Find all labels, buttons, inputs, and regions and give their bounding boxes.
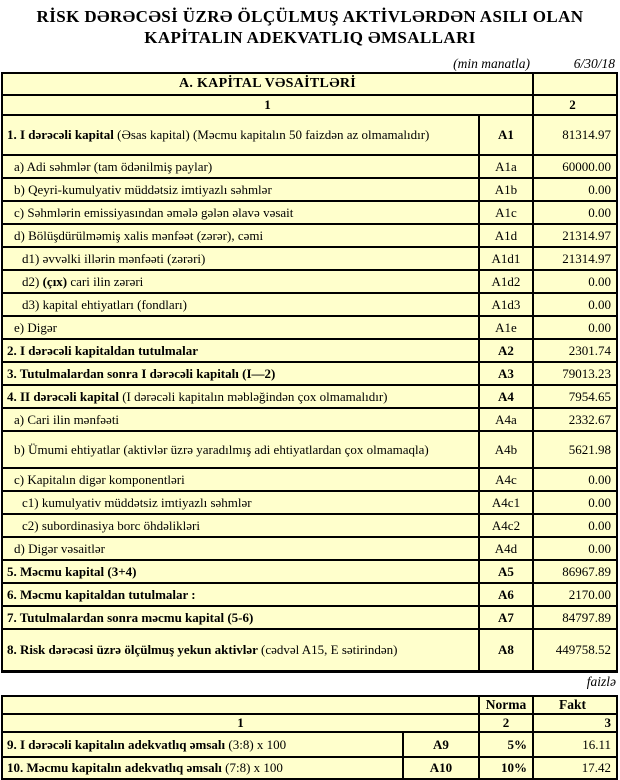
capital-table-row	[3, 432, 616, 469]
row-label-text	[7, 587, 196, 603]
section-header: A. KAPİTAL VƏSAİTLƏRİ	[3, 74, 534, 94]
page-title-line2: KAPİTALIN ADEKVATLIQ ƏMSALLARI	[144, 28, 476, 47]
row-norma-value: 5%	[480, 733, 534, 756]
row-label	[3, 386, 480, 407]
row-code: A9	[404, 733, 480, 756]
row-value: 0.00	[588, 319, 611, 335]
row-label-rest: (I dərəcəli kapitalın məbləğindən çox olmamalıdır)	[122, 388, 388, 404]
capital-table-row	[3, 469, 616, 492]
row-label-rest: (cədvəl A15, E sətirindən)	[260, 642, 398, 657]
capital-table-row	[3, 116, 616, 156]
row-label	[3, 607, 480, 628]
row-code: A8	[480, 630, 534, 670]
row-label	[3, 248, 480, 269]
report-date: 6/30/18	[573, 56, 615, 71]
row-value: 21314.97	[562, 227, 611, 243]
capital-table-row	[3, 492, 616, 515]
row-value: 0.00	[588, 181, 611, 197]
row-code: A3	[480, 363, 534, 384]
row-value: 0.00	[588, 540, 611, 556]
capital-table-row	[3, 225, 616, 248]
row-label-bold: 4. II dərəcəli kapital	[7, 388, 123, 404]
row-value: 0.00	[588, 517, 611, 533]
row-code: A7	[480, 607, 534, 628]
ratio-column-number-2: 2	[480, 715, 534, 731]
row-label-bold: 5. Məcmu kapital (3+4)	[7, 563, 137, 579]
row-label	[3, 733, 404, 756]
row-label-bold: 6. Məcmu kapitaldan tutulmalar :	[7, 586, 196, 602]
row-code: A10	[404, 758, 480, 778]
row-label-text	[7, 127, 429, 143]
percent-unit-note: faizlə	[586, 674, 616, 689]
row-code: A4	[480, 386, 534, 407]
row-value: 2301.74	[568, 342, 611, 358]
row-label	[3, 538, 480, 559]
section-header-empty-cell	[534, 74, 616, 94]
row-code: A1d2	[480, 271, 534, 292]
row-label-bold: 2. I dərəcəli kapitaldan tutulmalar	[7, 342, 199, 358]
row-label	[3, 156, 480, 177]
row-label-text	[14, 412, 119, 428]
row-label-rest: c1) kumulyativ müddətsiz imtiyazlı səhmlər	[22, 494, 252, 510]
row-fakt-value: 16.11	[582, 736, 611, 752]
capital-table-body	[3, 116, 616, 670]
capital-table-row	[3, 248, 616, 271]
capital-table-row	[3, 607, 616, 630]
row-label-text	[14, 541, 105, 557]
row-label-text	[22, 251, 205, 267]
row-code: A1a	[480, 156, 534, 177]
row-label	[3, 492, 480, 513]
ratio-table-body	[3, 733, 616, 778]
row-value: 0.00	[588, 204, 611, 220]
capital-column-number-1: 1	[3, 96, 534, 114]
row-code: A1c	[480, 202, 534, 223]
row-label-rest: d) Digər vəsaitlər	[14, 540, 105, 556]
capital-table	[1, 72, 618, 673]
row-value: 0.00	[588, 273, 611, 289]
row-label-bold: 7. Tutulmalardan sonra məcmu kapital (5-6)	[7, 609, 254, 625]
row-norma-value: 10%	[480, 758, 534, 778]
row-label-prefix: d2)	[22, 273, 43, 289]
row-label	[3, 294, 480, 315]
row-label	[3, 363, 480, 384]
row-code: A1e	[480, 317, 534, 338]
row-label-text	[22, 495, 252, 511]
row-label-bold: (çıx)	[42, 273, 68, 289]
row-label-bold: 3. Tutulmalardan sonra I dərəcəli kapitalı (I—2)	[7, 365, 276, 381]
ratio-table-row	[3, 733, 616, 758]
row-label	[3, 469, 480, 490]
capital-table-row	[3, 630, 616, 670]
capital-table-row	[3, 340, 616, 363]
capital-table-row	[3, 515, 616, 538]
row-value: 0.00	[588, 494, 611, 510]
row-value: 2332.67	[568, 411, 611, 427]
ratio-header-empty-cell	[3, 697, 480, 713]
capital-table-row	[3, 584, 616, 607]
row-label-rest: (Əsas kapital) (Məcmu kapitalın 50 faizdən az olmamalıdır)	[117, 127, 430, 142]
row-code: A1b	[480, 179, 534, 200]
row-code: A1	[480, 116, 534, 154]
row-value: 5621.98	[568, 441, 611, 457]
row-label	[3, 271, 480, 292]
ratio-column-number-3: 3	[604, 715, 611, 730]
row-label	[3, 758, 404, 778]
capital-table-row	[3, 294, 616, 317]
capital-table-row	[3, 561, 616, 584]
row-label-text	[7, 389, 388, 405]
row-label-bold: 1. I dərəcəli kapital	[7, 127, 118, 142]
row-value: 86967.89	[562, 563, 611, 579]
row-value: 81314.97	[562, 127, 611, 142]
row-label-rest: a) Adi səhmlər (tam ödənilmiş paylar)	[14, 158, 213, 174]
row-label-rest: b) Ümumi ehtiyatlar (aktivlər üzrə yaradılmış adi ehtiyatlardan çox olmamaqla)	[14, 441, 429, 457]
row-label-text	[7, 760, 283, 776]
row-label	[3, 340, 480, 361]
row-value: 449758.52	[555, 642, 611, 657]
row-code: A4c1	[480, 492, 534, 513]
ratio-column-number-row	[3, 715, 616, 733]
row-code: A5	[480, 561, 534, 582]
row-label-text	[22, 297, 187, 313]
row-label	[3, 561, 480, 582]
page-title	[0, 0, 620, 48]
row-code: A4a	[480, 409, 534, 430]
row-code: A4d	[480, 538, 534, 559]
row-label-rest: cari ilin zərəri	[67, 273, 144, 289]
row-label-rest: (3:8) x 100	[228, 736, 287, 752]
capital-table-row	[3, 179, 616, 202]
row-label-rest: a) Cari ilin mənfəəti	[14, 411, 120, 427]
row-label-text	[14, 320, 57, 336]
row-label	[3, 515, 480, 536]
row-label-text	[14, 228, 263, 244]
capital-table-row	[3, 271, 616, 294]
row-code: A2	[480, 340, 534, 361]
row-label-bold: 9. I dərəcəli kapitalın adekvatlıq əmsalı	[7, 736, 229, 752]
row-value: 21314.97	[562, 250, 611, 266]
capital-table-row	[3, 386, 616, 409]
row-label	[3, 179, 480, 200]
row-value: 84797.89	[562, 609, 611, 625]
row-label-text	[7, 737, 286, 753]
row-fakt-value: 17.42	[581, 760, 611, 775]
row-label-text	[14, 442, 429, 458]
capital-table-row	[3, 363, 616, 386]
ratio-column-number-1: 1	[3, 715, 480, 731]
row-label	[3, 116, 480, 154]
row-label	[3, 225, 480, 246]
row-label-rest: d3) kapital ehtiyatları (fondları)	[22, 296, 187, 312]
row-value: 0.00	[588, 296, 611, 312]
row-code: A1d3	[480, 294, 534, 315]
row-label-rest: b) Qeyri-kumulyativ müddətsiz imtiyazlı səhmlər	[14, 181, 272, 197]
row-code: A4c	[480, 469, 534, 490]
row-label	[3, 630, 480, 670]
row-label	[3, 584, 480, 605]
row-label-rest: (7:8) x 100	[225, 760, 283, 775]
row-label-text	[7, 343, 198, 359]
page-title-line1: RİSK DƏRƏCƏSİ ÜZRƏ ÖLÇÜLMUŞ AKTİVLƏRDƏN ASILI OLAN	[36, 7, 584, 26]
row-code: A1d	[480, 225, 534, 246]
row-code: A4b	[480, 432, 534, 467]
row-code: A6	[480, 584, 534, 605]
row-value: 0.00	[588, 471, 611, 487]
row-value: 60000.00	[562, 158, 611, 174]
ratio-table-row	[3, 758, 616, 778]
row-label-text	[14, 205, 293, 221]
row-value: 2170.00	[568, 586, 611, 602]
row-label-text	[14, 159, 212, 175]
section-header-row	[3, 74, 616, 96]
capital-table-row	[3, 538, 616, 561]
row-label-rest: c2) subordinasiya borc öhdəlikləri	[22, 517, 200, 533]
row-label-text	[7, 642, 397, 658]
capital-table-row	[3, 317, 616, 340]
row-label-text	[22, 518, 200, 534]
row-label-rest: c) Kapitalın digər komponentləri	[14, 471, 185, 487]
row-label	[3, 409, 480, 430]
row-label-rest: e) Digər	[14, 319, 57, 335]
row-value: 7954.65	[568, 388, 611, 404]
row-label-text	[7, 610, 253, 626]
row-code: A4c2	[480, 515, 534, 536]
capital-column-number-2: 2	[569, 97, 576, 112]
capital-table-row	[3, 202, 616, 225]
row-code: A1d1	[480, 248, 534, 269]
ratio-table	[1, 695, 618, 780]
meta-row	[0, 56, 618, 72]
row-label-text	[7, 564, 136, 580]
row-label-rest: d) Bölüşdürülməmiş xalis mənfəət (zərər), cəmi	[14, 227, 264, 243]
row-label-text	[7, 366, 275, 382]
row-label	[3, 317, 480, 338]
unit-note: (min manatla)	[453, 56, 530, 71]
ratio-header-row	[3, 697, 616, 715]
row-label-text	[14, 472, 185, 488]
row-label	[3, 202, 480, 223]
row-label-bold: 8. Risk dərəcəsi üzrə ölçülmuş yekun aktivlər	[7, 642, 261, 657]
row-label-bold: 10. Məcmu kapitalın adekvatlıq əmsalı	[7, 760, 226, 775]
capital-table-row	[3, 156, 616, 179]
row-label	[3, 432, 480, 467]
row-label-rest: d1) əvvəlki illərin mənfəəti (zərəri)	[22, 250, 206, 266]
norma-column-header: Norma	[480, 697, 534, 713]
row-label-text	[22, 274, 143, 290]
capital-column-number-row	[3, 96, 616, 116]
row-label-text	[14, 182, 272, 198]
fakt-column-header: Fakt	[559, 697, 586, 712]
row-label-rest: c) Səhmlərin emissiyasından əmələ gələn əlavə vəsait	[14, 204, 294, 220]
row-value: 79013.23	[562, 365, 611, 381]
capital-table-row	[3, 409, 616, 432]
